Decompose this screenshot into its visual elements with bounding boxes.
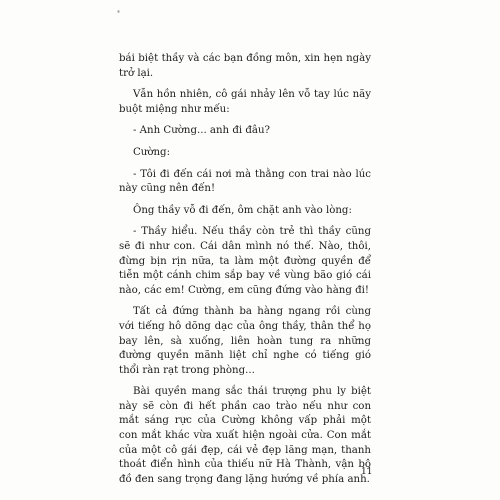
- paragraph: Bài quyền mang sắc thái trượng phu ly biệt này sẽ còn đi hết phần cao trào nếu như con mắt sáng rực của Cường không vấp phải một con mắt khác vừa xuất hiện ngoài cửa. Con mắt của một cô gái đẹp, cái vẻ đẹp lăng mạn, thanh thoát điển hình của thiếu nữ Hà Thành, vận bộ đồ đen sang trọng đang lặng hướng về phía anh.: [119, 386, 371, 485]
- paragraph: Tất cả đứng thành ba hàng ngang rồi cùng với tiếng hô dõng dạc của ông thầy, thân thể họ bay lên, sà xuống, liên hoàn tung ra những đường quyền mãnh liệt chỉ nghe có tiếng gió thổi ràn rạt trong phòng...: [119, 306, 371, 376]
- text-column: [119, 52, 371, 494]
- paragraph: Ông thầy vỗ đi đến, ôm chặt anh vào lòng:: [133, 204, 352, 216]
- paragraph: - Tôi đi đến cái nơi mà thằng con trai nào lúc này cũng nên đến!: [119, 168, 371, 195]
- paragraph: bái biệt thầy và các bạn đồng môn, xin hẹn ngày trở lại.: [119, 53, 371, 79]
- paragraph: Cường:: [133, 146, 171, 158]
- paragraph: Vẫn hồn nhiên, cô gái nhảy lên vỗ tay lúc nãy buột miệng như mếu:: [119, 89, 371, 115]
- page-number: 11: [361, 467, 373, 477]
- paragraph: - Thầy hiểu. Nếu thầy còn trẻ thì thầy cũng sẽ đi như con. Cái dân mình nó thế. Nào, thôi, đừng bịn rịn nữa, ta làm một đường quyền để tiễn một cánh chim sắp bay về vùng bão gió cái nào, các em! Cường, em cũng đứng vào hàng đi!: [119, 226, 371, 296]
- page-mark: *: [117, 10, 120, 17]
- paragraph: - Anh Cường... anh đi đâu?: [133, 125, 270, 137]
